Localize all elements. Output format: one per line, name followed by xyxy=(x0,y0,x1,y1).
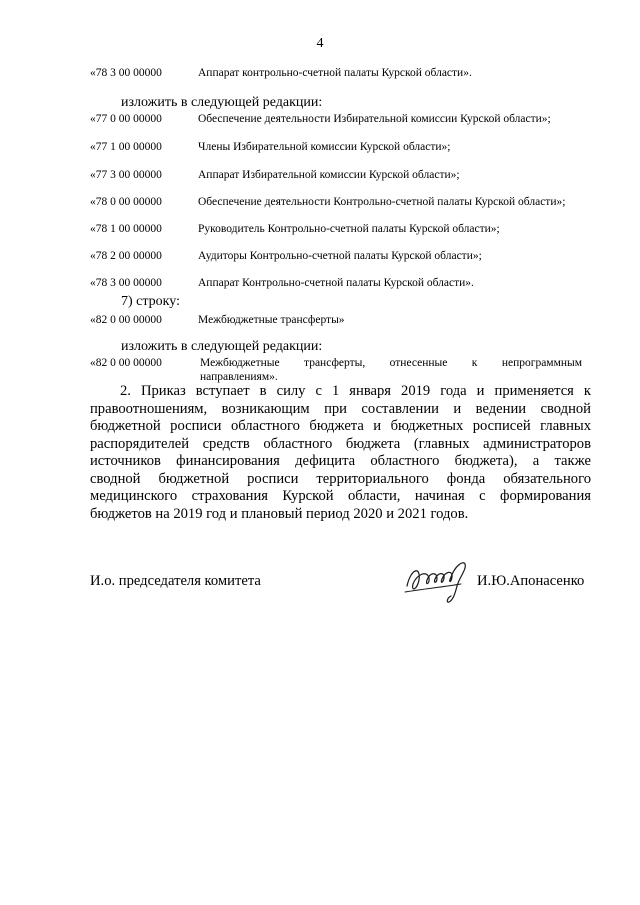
row-name-word: к xyxy=(471,357,478,369)
row-name: Аппарат Избирательной комиссии Курской области»; xyxy=(198,169,460,181)
paragraph-line: сводной бюджетной росписи территориального фонда обязательного xyxy=(90,470,591,487)
paragraph-effective-date xyxy=(90,383,591,523)
row-code: «77 1 00 00000 xyxy=(90,141,162,153)
row-name: Руководитель Контрольно-счетной палаты Курской области»; xyxy=(198,223,500,235)
handwritten-signature-icon xyxy=(403,556,475,606)
row-name-word: трансферты, xyxy=(304,357,366,369)
row-code: «78 0 00 00000 xyxy=(90,196,162,208)
row-name: Члены Избирательной комиссии Курской области»; xyxy=(198,141,451,153)
row-name: Аппарат контрольно-счетной палаты Курской области». xyxy=(198,67,472,79)
row-code: «82 0 00 00000 xyxy=(90,357,162,369)
row-name-word: непрограммным xyxy=(501,357,583,369)
row-code: «78 2 00 00000 xyxy=(90,250,162,262)
row-code: «77 0 00 00000 xyxy=(90,113,162,125)
paragraph-line: источников финансирования дефицита областного бюджета), а также xyxy=(90,453,591,469)
row-name: Обеспечение деятельности Контрольно-счетной палаты Курской области»; xyxy=(198,196,566,208)
row-name: Аппарат Контрольно-счетной палаты Курской области». xyxy=(198,277,474,289)
heading-new-edition: изложить в следующей редакции: xyxy=(121,95,323,110)
row-code: «77 3 00 00000 xyxy=(90,169,162,181)
paragraph-line: медицинского страхования Курской области, начиная с формирования xyxy=(90,488,591,504)
row-name-word: отнесенные xyxy=(389,357,448,369)
paragraph-line: бюджетной росписи областного бюджета и бюджетных росписей главных xyxy=(90,418,591,434)
paragraph-line: правоотношениям, возникающим при составлении и ведении сводной xyxy=(90,400,591,417)
signatory-title: И.о. председателя комитета xyxy=(90,573,261,589)
paragraph-line: 2. Приказ вступает в силу с 1 января 2019 года и применяется к xyxy=(120,383,591,399)
heading-line-item: 7) строку: xyxy=(121,294,180,309)
paragraph-line: распорядителей средств областного бюджета (главных администраторов xyxy=(90,435,591,452)
row-code: «78 1 00 00000 xyxy=(90,223,162,235)
row-code: «78 3 00 00000 xyxy=(90,67,162,79)
row-code: «82 0 00 00000 xyxy=(90,314,162,326)
heading-new-edition: изложить в следующей редакции: xyxy=(121,339,323,354)
row-name: Аудиторы Контрольно-счетной палаты Курской области»; xyxy=(198,250,482,262)
row-code: «78 3 00 00000 xyxy=(90,277,162,289)
row-name-word: Межбюджетные xyxy=(200,357,280,369)
signatory-name: И.Ю.Апонасенко xyxy=(477,573,585,589)
paragraph-line: бюджетов на 2019 год и плановый период 2020 и 2021 годов. xyxy=(90,505,469,522)
row-name: Обеспечение деятельности Избирательной комиссии Курской области»; xyxy=(198,113,551,125)
row-name-line-1 xyxy=(200,356,582,370)
row-name-line-2: направлениям». xyxy=(200,371,278,383)
row-name: Межбюджетные трансферты» xyxy=(198,314,345,326)
page-number: 4 xyxy=(316,36,324,51)
